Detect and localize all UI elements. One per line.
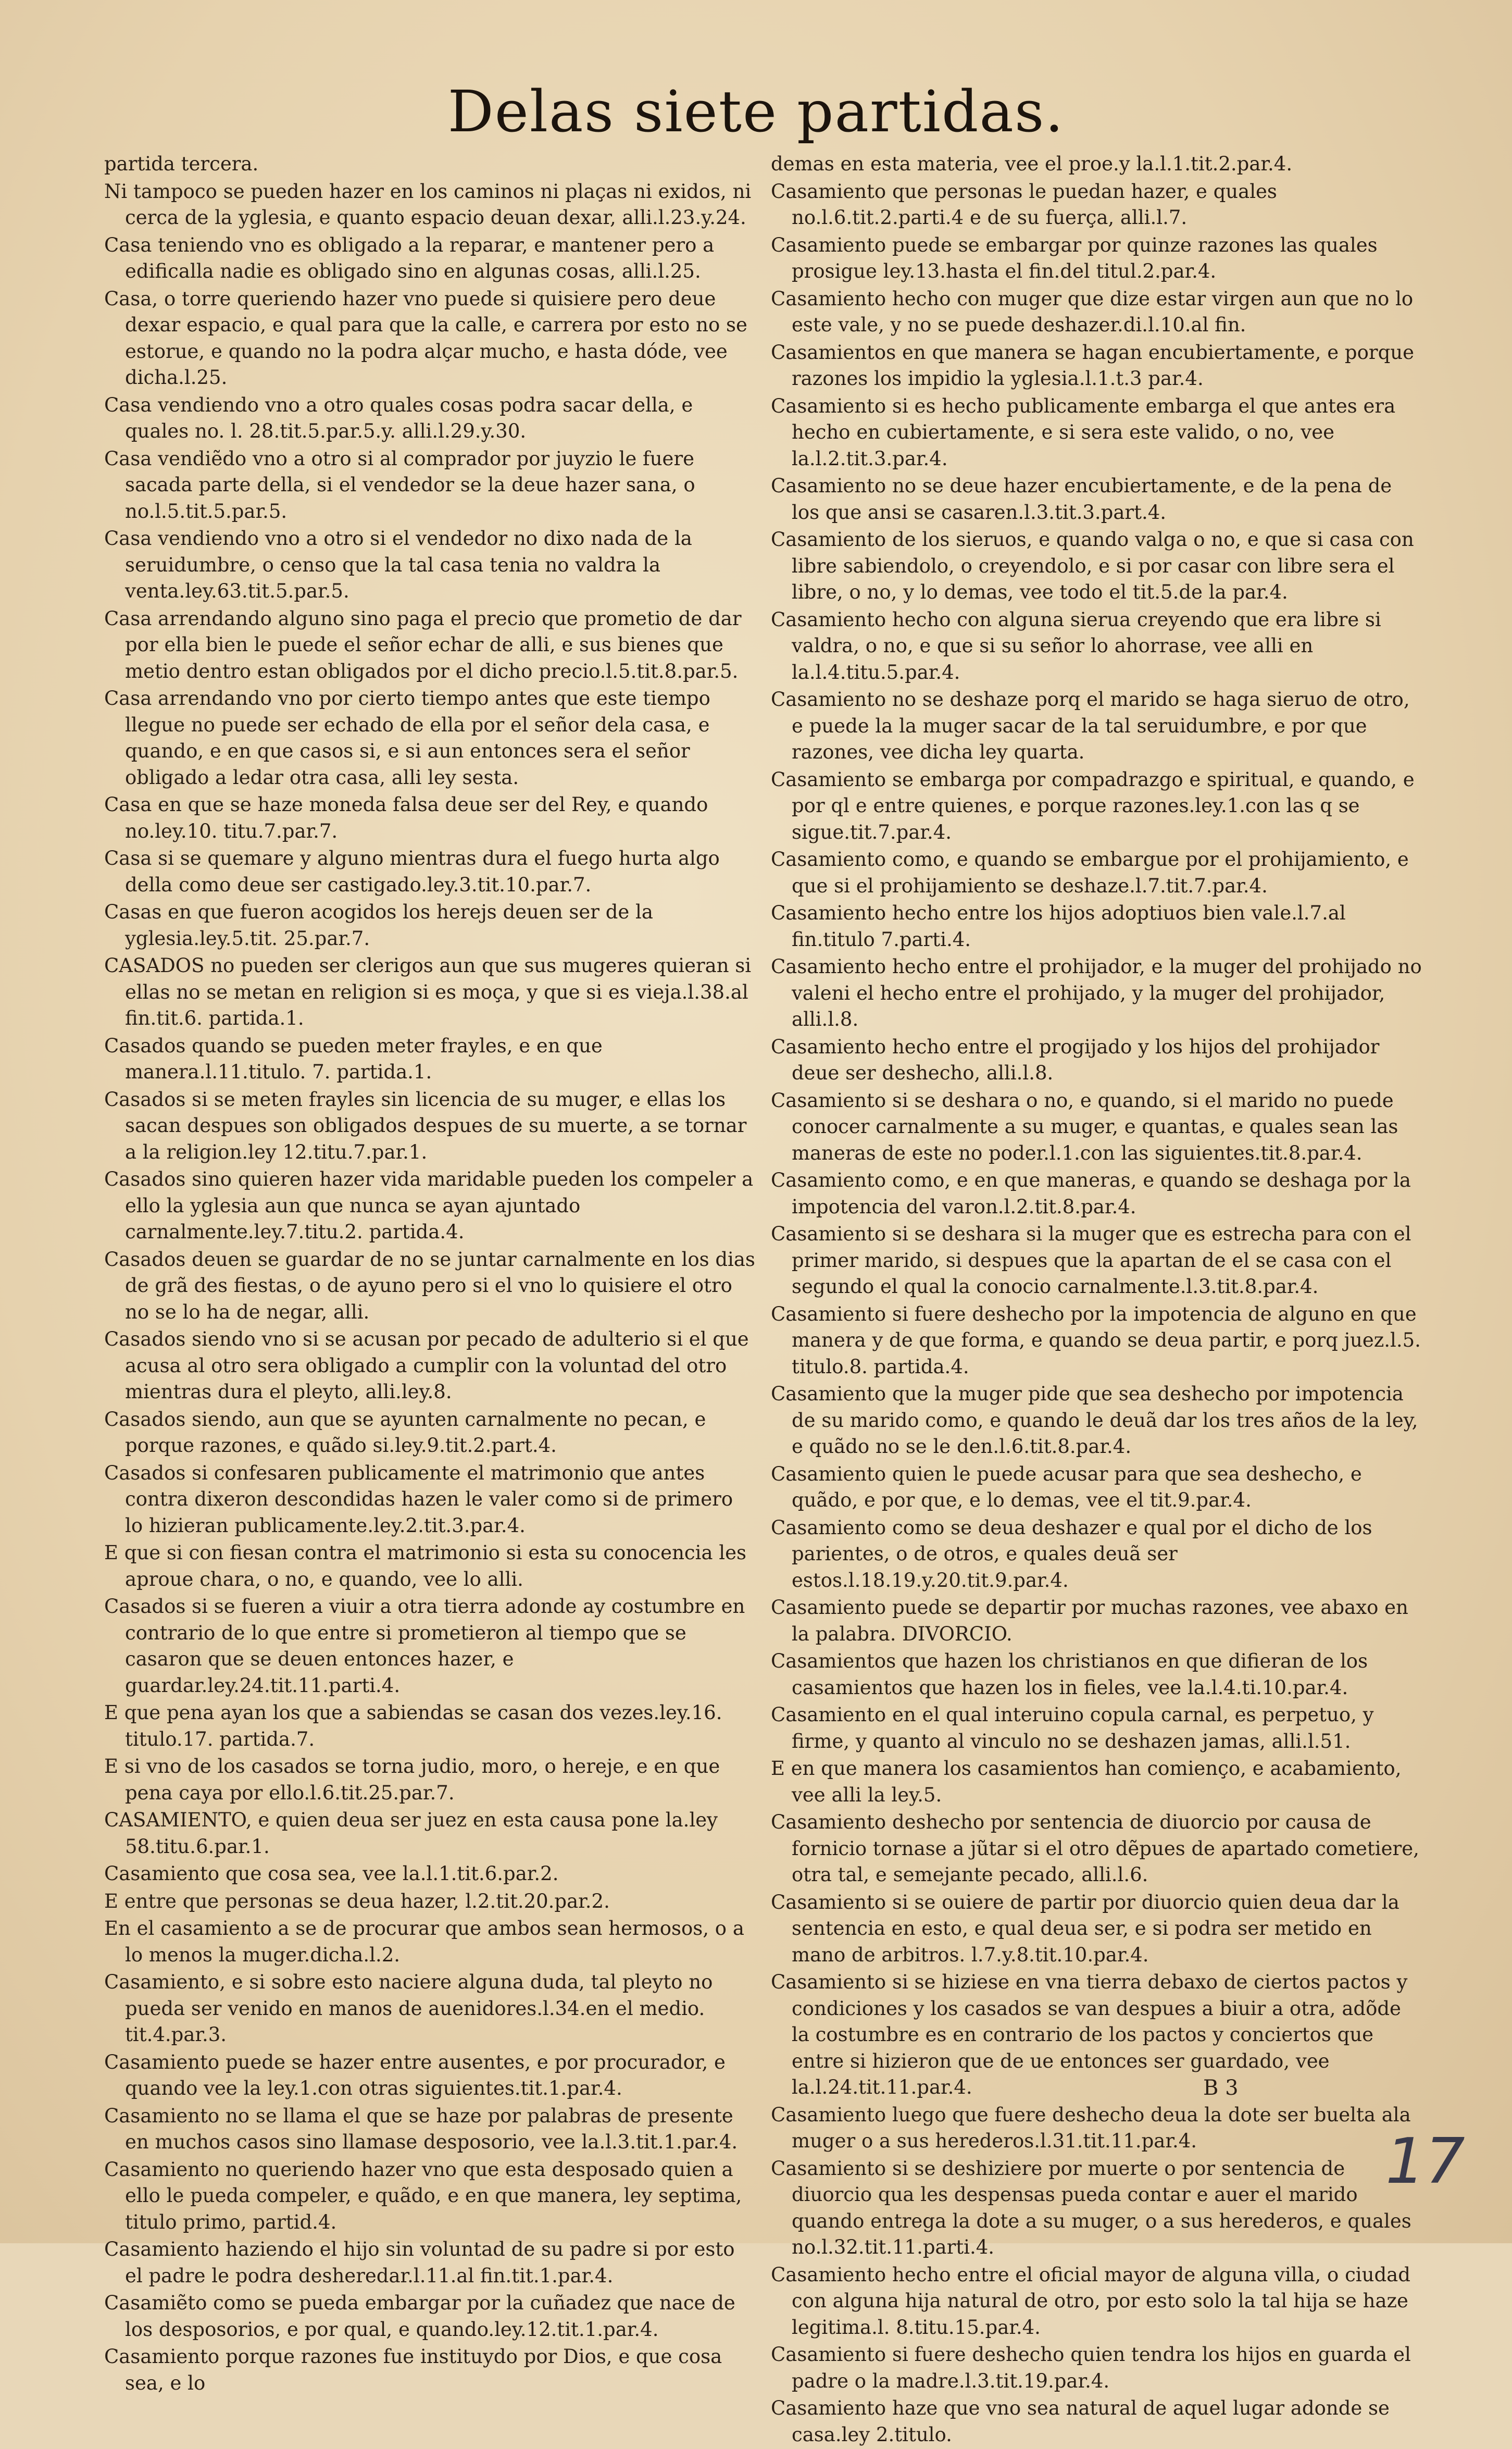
index-entry: Casados siendo vno si se acusan por pecado de adulterio si el que acusa al otro sera obligado a cumplir con la voluntad del otro mientras dura el pleyto, alli.ley.8.	[104, 1328, 749, 1403]
index-entry: Casamiento si se deshiziere por muerte o por sentencia de diuorcio qua les despensas pueda contar e auer el marido quando entrega la dote a su muger, o a sus herederos, e quales no.l.32.tit.11.parti.4.	[771, 2157, 1411, 2258]
index-entry: Casamiento como se deua deshazer e qual por el dicho de los parientes, o de otros, e quales deuã ser estos.l.18.19.y.20.tit.9.par.4.	[771, 1516, 1372, 1592]
index-entry: Casa vendiendo vno a otro quales cosas podra sacar della, e quales no. l. 28.tit.5.par.5.y. alli.l.29.y.30.	[104, 393, 693, 442]
index-entry: Casados si se fueren a viuir a otra tierra adonde ay costumbre en contrario de lo que entre si prometieron al tiempo que se casaron que se deuen entonces hazer, e guardar.ley.24.tit.11.parti.4.	[104, 1595, 745, 1697]
index-entry: Casamiento deshecho por sentencia de diuorcio por causa de fornicio tornase a jũtar si el otro dẽpues de apartado cometiere, otra tal, e semejante pecado, alli.l.6.	[771, 1811, 1419, 1886]
index-entry: demas en esta materia, vee el proe.y la.l.1.tit.2.par.4.	[771, 153, 1293, 175]
index-entry: E que pena ayan los que a sabiendas se casan dos vezes.ley.16. titulo.17. partida.7.	[104, 1701, 722, 1750]
index-entry: Casamiento si fuere deshecho quien tendra los hijos en guarda el padre o la madre.l.3.tit.19.par.4.	[771, 2343, 1411, 2392]
index-entry: Casamiento haze que vno sea natural de aquel lugar adonde se casa.ley 2.titulo.	[771, 2397, 1390, 2446]
index-entry: Casamiento hecho entre el progijado y los hijos del prohijador deue ser deshecho, alli.l.8.	[771, 1035, 1380, 1084]
index-entry: Casa arrendando vno por cierto tiempo antes que este tiempo llegue no puede ser echado de ella por el señor dela casa, e quando, e en que casos si, e si aun entonces sera el señor obligado a ledar otra casa, alli ley sesta.	[104, 687, 710, 789]
index-entry: E en que manera los casamientos han comienço, e acabamiento, vee alli la ley.5.	[771, 1757, 1402, 1806]
index-entry: Casados sino quieren hazer vida maridable pueden los compeler a ello la yglesia aun que nunca se ayan ajuntado carnalmente.ley.7.titu.2. partida.4.	[104, 1168, 754, 1243]
index-entry: Casamiento hecho con alguna sierua creyendo que era libre si valdra, o no, e que si su señor lo ahorrase, vee alli en la.l.4.titu.5.par.4.	[771, 608, 1381, 683]
index-entry: Casamiento como, e quando se embargue por el prohijamiento, e que si el prohijamiento se deshaze.l.7.tit.7.par.4.	[771, 848, 1409, 897]
index-entry: Casa arrendando alguno sino paga el precio que prometio de dar por ella bien le puede el señor echar de alli, e sus bienes que metio dentro estan obligados por el dicho precio.l.5.tit.8.par.5.	[104, 607, 742, 682]
index-entry: Casados si se meten frayles sin licencia de su muger, e ellas los sacan despues son obligados despues de su muerte, a se tornar a la religion.ley 12.titu.7.par.1.	[104, 1088, 747, 1163]
page-header: Delas siete partidas.	[447, 78, 1065, 145]
index-entry: Casamiento hecho entre los hijos adoptiuos bien vale.l.7.al fin.titulo 7.parti.4.	[771, 902, 1346, 951]
index-entry: Casados deuen se guardar de no se juntar carnalmente en los dias de grã des fiestas, o de ayuno pero si el vno lo quisiere el otro no se lo ha de negar, alli.	[104, 1248, 755, 1323]
index-entry: Casamiento puede se embargar por quinze razones las quales prosigue ley.13.hasta el fin.del titul.2.par.4.	[771, 233, 1378, 282]
index-entry: Casamiento quien le puede acusar para que sea deshecho, e quãdo, e por que, e lo demas, vee el tit.9.par.4.	[771, 1462, 1362, 1511]
left-column	[104, 151, 755, 2397]
index-entry: Casamiento no se llama el que se haze por palabras de presente en muchos casos sino llamase desposorio, vee la.l.3.tit.1.par.4.	[104, 2104, 738, 2153]
index-entry: Casamiento puede se departir por muchas razones, vee abaxo en la palabra. DIVORCIO.	[771, 1596, 1408, 1645]
index-entry: Casados quando se pueden meter frayles, e en que manera.l.11.titulo. 7. partida.1.	[104, 1034, 603, 1083]
index-entry: E que si con fiesan contra el matrimonio si esta su conocencia les aproue chara, o no, e quando, vee lo alli.	[104, 1541, 746, 1590]
index-entry: Casamiento no queriendo hazer vno que esta desposado quien a ello le pueda compeler, e quãdo, e en que manera, ley septima, titulo primo, partid.4.	[104, 2158, 742, 2233]
index-entry: Casamiento como, e en que maneras, e quando se deshaga por la impotencia del varon.l.2.tit.8.par.4.	[771, 1169, 1411, 1218]
index-entry: Casa en que se haze moneda falsa deue ser del Rey, e quando no.ley.10. titu.7.par.7.	[104, 793, 708, 842]
index-entry: Casados si confesaren publicamente el matrimonio que antes contra dixeron descondidas hazen le valer como si de primero lo hizieran publicamente.ley.2.tit.3.par.4.	[104, 1461, 733, 1537]
index-entry: Casamiento se embarga por compadrazgo e spiritual, e quando, e por ql e entre quienes, e porque razones.ley.1.con las q se sigue.tit.7.par.4.	[771, 768, 1415, 843]
index-entry: Casamiento si se deshara o no, e quando, si el marido no puede conocer carnalmente a su muger, e quantas, e quales sean las maneras de este no poder.l.1.con las siguientes.tit.8.par.4.	[771, 1089, 1398, 1164]
index-entry: Ni tampoco se pueden hazer en los caminos ni plaças ni exidos, ni cerca de la yglesia, e quanto espacio deuan dexar, alli.l.23.y.24.	[104, 180, 752, 229]
index-entry: Casamiento porque razones fue instituydo por Dios, e que cosa sea, e lo	[104, 2345, 722, 2394]
index-entry: Casamiento hecho entre el oficial mayor de alguna villa, o ciudad con alguna hija natural de otro, por esto solo la tal hija se haze legitima.l. 8.titu.15.par.4.	[771, 2263, 1410, 2339]
folio-number: 17	[1385, 2125, 1465, 2198]
index-entry: Casamiento si se ouiere de partir por diuorcio quien deua dar la sentencia en esto, e qual deua ser, e si podra ser metido en mano de arbitros. l.7.y.8.tit.10.par.4.	[771, 1891, 1399, 1966]
index-entry: Casados siendo, aun que se ayunten carnalmente no pecan, e porque razones, e quãdo si.ley.9.tit.2.part.4.	[104, 1408, 706, 1457]
index-entry: Casamiento que la muger pide que sea deshecho por impotencia de su marido como, e quando le deuã dar los tres años de la ley, e quãdo no se le den.l.6.tit.8.par.4.	[771, 1383, 1418, 1458]
index-entry: Casamiento haziendo el hijo sin voluntad de su padre si por esto el padre le podra desheredar.l.11.al fin.tit.1.par.4.	[104, 2238, 735, 2287]
index-entry: Casamiẽto como se pueda embargar por la cuñadez que nace de los desposorios, e por qual, e quando.ley.12.tit.1.par.4.	[104, 2292, 735, 2341]
index-entry: Casa vendiendo vno a otro si el vendedor no dixo nada de la seruidumbre, o censo que la tal casa tenia no valdra la venta.ley.63.tit.5.par.5.	[104, 527, 692, 602]
index-entry: En el casamiento a se de procurar que ambos sean hermosos, o a lo menos la muger.dicha.l.2.	[104, 1917, 744, 1966]
index-entry: CASADOS no pueden ser clerigos aun que sus mugeres quieran si ellas no se metan en religion si es moça, y que si es vieja.l.38.al fin.tit.6. partida.1.	[104, 954, 752, 1029]
index-entry: Casamiento puede se hazer entre ausentes, e por procurador, e quando vee la ley.1.con otras siguientes.tit.1.par.4.	[104, 2050, 726, 2099]
index-entry: Casa vendiẽdo vno a otro si al comprador por juyzio le fuere sacada parte della, si el vendedor se la deue hazer sana, o no.l.5.tit.5.par.5.	[104, 447, 695, 523]
index-entry: Casamiento si se hiziese en vna tierra debaxo de ciertos pactos y condiciones y los casados se van despues a biuir a otra, adõde la costumbre es en contrario de los pactos y conciertos que entre si hizieron que de ue entonces ser guardado, vee la.l.24.tit.11.par.4.	[771, 1971, 1408, 2098]
index-entry: Casamiento hecho con muger que dize estar virgen aun que no lo este vale, y no se puede deshazer.di.l.10.al fin.	[771, 287, 1414, 336]
index-entry: Casa si se quemare y alguno mientras dura el fuego hurta algo della como deue ser castigado.ley.3.tit.10.par.7.	[104, 847, 720, 896]
index-entry: Casamiento, e si sobre esto naciere alguna duda, tal pleyto no pueda ser venido en manos de auenidores.l.34.en el medio. tit.4.par.3.	[104, 1971, 713, 2046]
index-entry: CASAMIENTO, e quien deua ser juez en esta causa pone la.ley 58.titu.6.par.1.	[104, 1809, 718, 1858]
index-entry: Casamiento si fuere deshecho por la impotencia de alguno en que manera y de que forma, e quando se deua partir, e porq juez.l.5. titulo.8. partida.4.	[771, 1302, 1421, 1378]
index-entry: Casamiento hecho entre el prohijador, e la muger del prohijado no valeni el hecho entre el prohijado, y la muger del prohijador, alli.l.8.	[771, 955, 1422, 1030]
index-entry: Casas en que fueron acogidos los herejs deuen ser de la yglesia.ley.5.tit. 25.par.7.	[104, 901, 653, 950]
index-entry: Casamiento de los sieruos, e quando valga o no, e que si casa con libre sabiendolo, o creyendolo, e si por casar con libre sera el libre, o no, y lo demas, vee todo el tit.5.de la par.4.	[771, 528, 1414, 603]
index-entry: Casamiento no se deshaze porq el marido se haga sieruo de otro, e puede la la muger sacar de la tal seruidumbre, e por que razones, vee dicha ley quarta.	[771, 688, 1410, 763]
index-entry: E si vno de los casados se torna judio, moro, o hereje, e en que pena caya por ello.l.6.tit.25.par.7.	[104, 1755, 720, 1804]
index-entry: Casamientos que hazen los christianos en que difieran de los casamientos que hazen los in fieles, vee la.l.4.ti.10.par.4.	[771, 1650, 1368, 1699]
right-column	[771, 151, 1422, 2449]
index-entry: E entre que personas se deua hazer, l.2.tit.20.par.2.	[104, 1889, 610, 1912]
index-entry: Casa, o torre queriendo hazer vno puede si quisiere pero deue dexar espacio, e qual para que la calle, e carrera por esto no se estorue, e quando no la podra alçar mucho, e hasta dóde, vee dicha.l.25.	[104, 287, 747, 389]
index-entry: Casamiento si es hecho publicamente embarga el que antes era hecho en cubiertamente, e si sera este valido, o no, vee la.l.2.tit.3.par.4.	[771, 394, 1396, 470]
signature-mark: B 3	[1203, 2076, 1239, 2100]
index-entry: Casamiento que personas le puedan hazer, e quales no.l.6.tit.2.parti.4 e de su fuerça, alli.l.7.	[771, 180, 1277, 229]
index-entry: Casamiento que cosa sea, vee la.l.1.tit.6.par.2.	[104, 1862, 559, 1885]
index-entry: Casamiento en el qual interuino copula carnal, es perpetuo, y firme, y quanto al vinculo no se deshazen jamas, alli.l.51.	[771, 1704, 1374, 1752]
index-entry: partida tercera.	[104, 153, 259, 175]
index-entry: Casamiento no se deue hazer encubiertamente, e de la pena de los que ansi se casaren.l.3.tit.3.part.4.	[771, 475, 1392, 524]
index-entry: Casamientos en que manera se hagan encubiertamente, e porque razones los impidio la yglesia.l.1.t.3 par.4.	[771, 341, 1414, 390]
index-entry: Casa teniendo vno es obligado a la reparar, e mantener pero a edificalla nadie es obligado sino en algunas cosas, alli.l.25.	[104, 233, 715, 282]
index-entry: Casamiento luego que fuere deshecho deua la dote ser buelta ala muger o a sus herederos.l.31.tit.11.par.4.	[771, 2103, 1411, 2152]
index-entry: Casamiento si se deshara si la muger que es estrecha para con el primer marido, si despues que la apartan de el se casa con el segundo el qual la conocio carnalmente.l.3.tit.8.par.4.	[771, 1223, 1411, 1298]
